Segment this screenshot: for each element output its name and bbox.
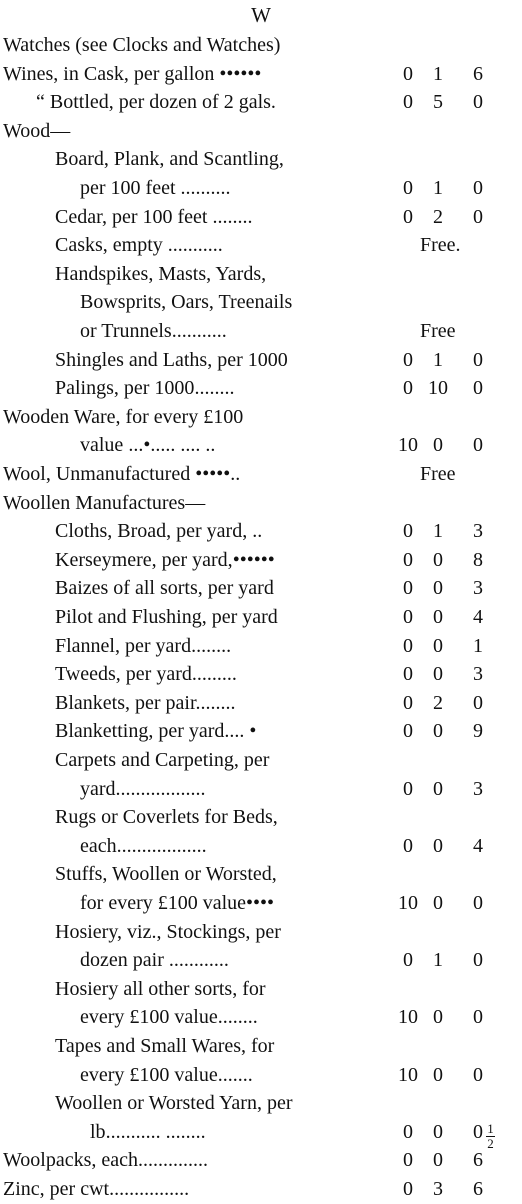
duty-pounds: 10: [398, 892, 418, 914]
dot-leader: .......: [217, 1063, 253, 1086]
tariff-row: [0, 659, 522, 689]
duty-shillings: 0: [433, 1149, 443, 1172]
tariff-row: [0, 573, 522, 603]
duty-pence: 1: [473, 634, 483, 657]
item-description: Cloths, Broad, per yard, ..: [55, 520, 263, 543]
duty-pounds: 0: [403, 177, 413, 199]
duty-shillings: 1: [433, 949, 443, 972]
duty-pounds: 0: [403, 577, 413, 600]
duty-shillings: 0: [433, 577, 443, 600]
item-description: Tapes and Small Wares, for: [55, 1035, 275, 1057]
item-description: Woolpacks, each..............: [3, 1149, 208, 1172]
item-description: Shingles and Laths, per 1000: [55, 348, 288, 371]
dot-leader: ................: [109, 1178, 190, 1200]
fraction-numerator: 1: [487, 1120, 494, 1136]
tariff-row: [0, 631, 522, 661]
tariff-row: [0, 745, 522, 775]
duty-pounds: 0: [403, 720, 413, 743]
duty-pence: 0: [473, 1063, 483, 1086]
dot-leader: ..................: [116, 834, 207, 857]
dot-leader: •••••..: [190, 463, 241, 485]
duty-pence: 0: [473, 892, 483, 914]
duty-shillings: 1: [433, 520, 443, 543]
tariff-row: [0, 602, 522, 632]
item-description: Handspikes, Masts, Yards,: [55, 262, 267, 285]
tariff-row: [0, 974, 522, 1004]
duty-pence: 3: [473, 663, 483, 686]
item-description: Woollen Manufactures—: [3, 491, 206, 514]
tariff-row: [0, 87, 522, 117]
section-letter-heading: W: [251, 3, 271, 27]
item-description: Pilot and Flushing, per yard: [55, 606, 278, 628]
tariff-row: [0, 945, 522, 975]
duty-shillings: 0: [433, 606, 443, 628]
dot-leader: ........: [207, 205, 253, 228]
tariff-row: [0, 688, 522, 718]
dot-leader: ...........: [171, 320, 227, 342]
item-description: value ...•..... .... ..: [80, 434, 216, 457]
item-description: Watches (see Clocks and Watches): [3, 34, 281, 56]
item-description: Cedar, per 100 feet ........: [55, 205, 253, 228]
duty-shillings: 0: [433, 434, 443, 457]
duty-pence: 0: [473, 177, 483, 199]
item-description: Hosiery, viz., Stockings, per: [55, 920, 281, 943]
tariff-row: [0, 173, 522, 203]
tariff-row: [0, 488, 522, 518]
dot-leader: ..................: [115, 777, 206, 800]
duty-pounds: 0: [403, 1149, 413, 1172]
item-description: Wood—: [3, 119, 71, 142]
duty-free-label: Free: [420, 320, 456, 342]
duty-pence: 6: [473, 1178, 483, 1200]
duty-pence: 3: [473, 577, 483, 600]
item-description: yard..................: [80, 777, 206, 800]
duty-pence: 6: [473, 1149, 483, 1172]
dot-leader: ...........: [162, 234, 223, 257]
duty-shillings: 0: [433, 548, 443, 571]
tariff-row: [0, 345, 522, 375]
duty-shillings: 0: [433, 634, 443, 657]
tariff-row: [0, 1002, 522, 1032]
dot-leader: ........: [191, 634, 232, 657]
duty-shillings: 0: [433, 777, 443, 800]
tariff-row: [0, 259, 522, 289]
tariff-row: [0, 316, 522, 346]
duty-pounds: 10: [398, 1006, 418, 1029]
duty-pence: 0: [473, 691, 483, 714]
item-description: Zinc, per cwt................: [3, 1178, 190, 1200]
item-description: Bowsprits, Oars, Treenails: [80, 291, 293, 314]
item-description: for every £100 value••••: [80, 892, 275, 914]
duty-pounds: 0: [403, 777, 413, 800]
item-description: every £100 value.......: [80, 1063, 253, 1086]
duty-shillings: 0: [433, 834, 443, 857]
dot-leader: ........: [194, 377, 235, 400]
item-description: Carpets and Carpeting, per: [55, 749, 270, 771]
duty-shillings: 1: [433, 348, 443, 371]
item-description: lb........... ........: [90, 1120, 206, 1143]
item-description: per 100 feet ..........: [80, 177, 231, 199]
item-description: Casks, empty ...........: [55, 234, 223, 257]
dot-leader: ••••: [246, 892, 275, 914]
item-description: Rugs or Coverlets for Beds,: [55, 806, 278, 829]
item-description: Palings, per 1000........: [55, 377, 235, 400]
duty-pence: 6: [473, 62, 483, 85]
duty-pence: 0: [473, 205, 483, 228]
tariff-row: [0, 59, 522, 89]
tariff-row: [0, 230, 522, 260]
duty-shillings: 1: [433, 177, 443, 199]
item-description: Kerseymere, per yard,••••••: [55, 548, 275, 571]
duty-pence: 0: [473, 348, 483, 371]
tariff-row: [0, 802, 522, 832]
item-description: Wool, Unmanufactured •••••..: [3, 463, 241, 485]
tariff-row: [0, 1117, 522, 1151]
item-description: “ Bottled, per dozen of 2 gals.: [36, 91, 276, 114]
tariff-row: [0, 516, 522, 546]
duty-shillings: 0: [433, 892, 443, 914]
tariff-row: [0, 430, 522, 460]
tariff-row: [0, 917, 522, 947]
item-description: Tweeds, per yard.........: [55, 663, 237, 686]
item-description: dozen pair ............: [80, 949, 229, 972]
duty-pence: 9: [473, 720, 483, 743]
dot-leader: ...•..... .... ..: [123, 434, 216, 457]
item-description: Wooden Ware, for every £100: [3, 405, 244, 428]
duty-pounds: 0: [403, 548, 413, 571]
dot-leader: ........: [195, 691, 236, 714]
duty-shillings: 0: [433, 663, 443, 686]
dot-leader: ••••••: [232, 548, 275, 571]
item-description: each..................: [80, 834, 207, 857]
duty-pounds: 0: [403, 91, 413, 114]
dot-leader: ........: [217, 1006, 258, 1029]
dot-leader: ..............: [138, 1149, 208, 1172]
duty-shillings: 10: [428, 377, 448, 400]
item-description: every £100 value........: [80, 1006, 258, 1029]
tariff-row: [0, 402, 522, 432]
duty-pounds: 0: [403, 663, 413, 686]
tariff-row: [0, 30, 522, 60]
duty-shillings: 0: [433, 1006, 443, 1029]
dot-leader: .........: [191, 663, 237, 686]
item-description: Baizes of all sorts, per yard: [55, 577, 274, 600]
duty-pence: 0: [473, 949, 483, 972]
item-description: or Trunnels...........: [80, 320, 227, 342]
duty-pence: 0: [473, 377, 483, 400]
duty-pounds: 0: [403, 834, 413, 857]
duty-shillings: 0: [433, 1063, 443, 1086]
duty-pence: 0: [473, 91, 483, 114]
item-description: Flannel, per yard........: [55, 634, 232, 657]
tariff-row: [0, 1174, 522, 1204]
item-description: Blanketting, per yard.... •: [55, 720, 257, 743]
tariff-row: [0, 888, 522, 918]
item-description: Woollen or Worsted Yarn, per: [55, 1092, 293, 1115]
tariff-row: [0, 116, 522, 146]
duty-pence: 4: [473, 606, 483, 628]
duty-shillings: 5: [433, 91, 443, 114]
duty-pence: 4: [473, 834, 483, 857]
tariff-row: [0, 459, 522, 489]
duty-shillings: 2: [433, 205, 443, 228]
duty-shillings: 0: [433, 1120, 443, 1143]
duty-pounds: 0: [403, 377, 413, 400]
duty-pence: 0: [473, 1006, 483, 1029]
duty-pence: 0: [473, 434, 483, 457]
duty-shillings: 1: [433, 62, 443, 85]
tariff-row: [0, 716, 522, 746]
tariff-row: [0, 859, 522, 889]
item-description: Stuffs, Woollen or Worsted,: [55, 863, 277, 886]
dot-leader: ..: [247, 520, 263, 543]
fraction-denominator: 2: [487, 1135, 494, 1151]
tariff-row: [0, 1145, 522, 1175]
dot-leader: ..........: [175, 177, 231, 199]
duty-shillings: 3: [433, 1178, 443, 1200]
tariff-row: [0, 202, 522, 232]
item-description: Wines, in Cask, per gallon ••••••: [3, 62, 262, 85]
duty-pence: 3: [473, 777, 483, 800]
duty-shillings: 0: [433, 720, 443, 743]
item-description: Board, Plank, and Scantling,: [55, 148, 284, 171]
duty-pounds: 0: [403, 1120, 413, 1143]
duty-pounds: 0: [403, 691, 413, 714]
tariff-row: [0, 831, 522, 861]
tariff-row: [0, 373, 522, 403]
tariff-row: [0, 774, 522, 804]
duty-pounds: 0: [403, 520, 413, 543]
tariff-row: [0, 1088, 522, 1118]
duty-shillings: 2: [433, 691, 443, 714]
duty-pounds: 10: [398, 434, 418, 457]
dot-leader: ............: [163, 949, 229, 972]
duty-pounds: 0: [403, 348, 413, 371]
dot-leader: .... •: [224, 720, 257, 743]
tariff-row: [0, 144, 522, 174]
duty-pounds: 0: [403, 62, 413, 85]
duty-pounds: 10: [398, 1063, 418, 1086]
item-description: Hosiery all other sorts, for: [55, 977, 266, 1000]
duty-pounds: 0: [403, 606, 413, 628]
duty-pence: 0: [473, 1120, 483, 1143]
tariff-row: [0, 1031, 522, 1061]
tariff-row: [0, 287, 522, 317]
dot-leader: ........... ........: [105, 1120, 206, 1143]
dot-leader: ••••••: [214, 62, 262, 85]
tariff-row: [0, 545, 522, 575]
duty-pounds: 0: [403, 205, 413, 228]
duty-pounds: 0: [403, 949, 413, 972]
duty-pounds: 0: [403, 634, 413, 657]
item-description: Blankets, per pair........: [55, 691, 236, 714]
duty-pounds: 0: [403, 1178, 413, 1200]
duty-pence: 8: [473, 548, 483, 571]
duty-pence: 3: [473, 520, 483, 543]
tariff-row: [0, 1060, 522, 1090]
duty-free-label: Free.: [420, 234, 461, 257]
duty-free-label: Free: [420, 463, 456, 485]
